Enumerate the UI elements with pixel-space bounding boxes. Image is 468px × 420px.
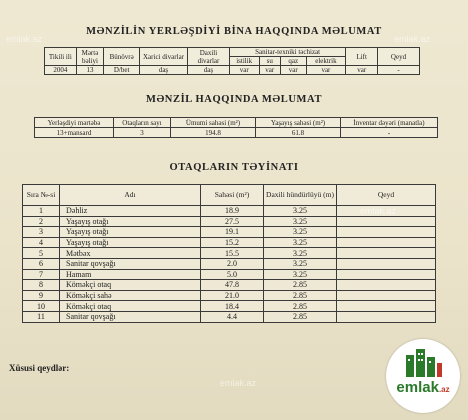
cell-room-height: 3.25 (264, 216, 337, 227)
cell-room-area: 27.5 (201, 216, 264, 227)
cell-room-num: 2 (23, 216, 60, 227)
cell-room-name: Köməkçi sahə (60, 290, 201, 301)
cell-room-note (337, 301, 436, 312)
buildings-icon (386, 339, 460, 413)
table-row (23, 269, 436, 280)
th-water: su (259, 57, 280, 66)
th-apt-inventory: İnventar dəyəri (manatla) (341, 118, 438, 128)
cell-room-name: Sanitar qovşağı (60, 311, 201, 322)
table-row (23, 290, 436, 301)
cell-water: var (259, 66, 280, 75)
cell-room-num: 8 (23, 280, 60, 291)
th-room-note: Qeyd (337, 185, 436, 206)
cell-room-height: 2.85 (264, 280, 337, 291)
th-outer-walls: Xarici divarlar (140, 48, 188, 66)
table-row (23, 216, 436, 227)
special-notes-label: Xüsusi qeydlər: (9, 363, 70, 373)
cell-apt-floor: 13+mansard (35, 128, 114, 138)
th-sanitary: Sanitar-texniki təchizat (229, 48, 345, 57)
cell-room-num: 3 (23, 227, 60, 238)
rooms-title: OTAQLARIN TƏYİNATI (169, 162, 299, 173)
cell-room-name: Köməkçi otaq (60, 280, 201, 291)
cell-room-area: 18.9 (201, 206, 264, 217)
cell-room-note (337, 269, 436, 280)
cell-room-area: 19.1 (201, 227, 264, 238)
th-foundation: Bünövrə (104, 48, 140, 66)
cell-lift: var (346, 66, 378, 75)
cell-room-height: 3.25 (264, 269, 337, 280)
th-lift: Lift (346, 48, 378, 66)
cell-room-area: 5.0 (201, 269, 264, 280)
cell-apt-inventory: - (341, 128, 438, 138)
th-gas: qaz (280, 57, 306, 66)
cell-room-height: 3.25 (264, 258, 337, 269)
watermark-text: emlak.az (220, 378, 257, 388)
cell-room-num: 11 (23, 311, 60, 322)
rooms-table (22, 184, 436, 323)
cell-room-area: 4.4 (201, 311, 264, 322)
th-floors: Mərtə bəliyi (76, 48, 104, 66)
th-room-name: Adı (60, 185, 201, 206)
th-heating: istilik (229, 57, 259, 66)
cell-room-note (337, 258, 436, 269)
cell-room-name: Hamam (60, 269, 201, 280)
cell-apt-total-area: 194.8 (171, 128, 256, 138)
table-row (23, 248, 436, 259)
th-note: Qeyd (378, 48, 420, 66)
cell-room-name: Mətbəx (60, 248, 201, 259)
cell-electric: var (306, 66, 346, 75)
cell-room-height: 3.25 (264, 237, 337, 248)
cell-room-num: 5 (23, 248, 60, 259)
cell-room-note (337, 216, 436, 227)
cell-room-note (337, 311, 436, 322)
apartment-info-title: MƏNZİL HAQQINDA MƏLUMAT (145, 94, 323, 105)
th-room-area: Sahəsi (m²) (201, 185, 264, 206)
building-info-title: MƏNZİLİN YERLƏŞDİYİ BİNA HAQQINDA MƏLUMAT (86, 26, 382, 37)
cell-room-name: Yaşayış otağı (60, 216, 201, 227)
cell-room-name: Köməkçi otaq (60, 301, 201, 312)
cell-gas: var (280, 66, 306, 75)
cell-room-height: 2.85 (264, 290, 337, 301)
cell-room-num: 1 (23, 206, 60, 217)
cell-room-note (337, 237, 436, 248)
cell-room-num: 4 (23, 237, 60, 248)
table-row (23, 311, 436, 322)
cell-inner-walls: daş (188, 66, 230, 75)
cell-room-num: 10 (23, 301, 60, 312)
cell-floors: 13 (76, 66, 104, 75)
th-apt-total-area: Ümumi sahəsi (m²) (171, 118, 256, 128)
th-apt-living-area: Yaşayış sahəsi (m²) (256, 118, 341, 128)
watermark-text: emlak.az (6, 34, 43, 44)
cell-room-name: Yaşayış otağı (60, 227, 201, 238)
cell-room-name: Sanitar qovşağı (60, 258, 201, 269)
rooms-table-body (23, 206, 436, 323)
watermark-text: emlak.az (360, 206, 397, 216)
cell-room-area: 47.8 (201, 280, 264, 291)
cell-room-note (337, 227, 436, 238)
table-row (23, 237, 436, 248)
th-tikili-year: Tikili ili (45, 48, 77, 66)
table-row (23, 227, 436, 238)
logo-text: emlak.az (396, 379, 450, 396)
emlak-logo (386, 339, 460, 413)
cell-heating: var (229, 66, 259, 75)
th-room-height: Daxili hündürlüyü (m) (264, 185, 337, 206)
cell-room-height: 3.25 (264, 206, 337, 217)
cell-room-note (337, 280, 436, 291)
cell-room-num: 6 (23, 258, 60, 269)
cell-room-area: 2.0 (201, 258, 264, 269)
cell-outer-walls: daş (140, 66, 188, 75)
th-inner-walls: Daxili divarlar (188, 48, 230, 66)
cell-note: - (378, 66, 420, 75)
cell-room-height: 3.25 (264, 248, 337, 259)
cell-room-area: 21.0 (201, 290, 264, 301)
cell-room-height: 2.85 (264, 301, 337, 312)
cell-room-num: 9 (23, 290, 60, 301)
th-apt-rooms: Otaqların sayı (114, 118, 171, 128)
table-row (23, 258, 436, 269)
cell-room-num: 7 (23, 269, 60, 280)
table-row (23, 280, 436, 291)
cell-room-area: 18.4 (201, 301, 264, 312)
building-info-table (44, 47, 420, 75)
cell-tikili-year: 2004 (45, 66, 77, 75)
table-row (23, 301, 436, 312)
th-apt-floor: Yerləşdiyi mərtəbə (35, 118, 114, 128)
cell-foundation: D/bet (104, 66, 140, 75)
cell-room-note (337, 248, 436, 259)
cell-room-name: Dəhliz (60, 206, 201, 217)
th-room-num: Sıra №-si (23, 185, 60, 206)
cell-room-height: 3.25 (264, 227, 337, 238)
cell-room-area: 15.5 (201, 248, 264, 259)
cell-room-note (337, 290, 436, 301)
cell-room-height: 2.85 (264, 311, 337, 322)
cell-room-name: Yaşayış otağı (60, 237, 201, 248)
cell-apt-rooms: 3 (114, 128, 171, 138)
apartment-info-table (34, 117, 438, 138)
watermark-text: emlak.az (394, 34, 431, 44)
th-electric: elektrik (306, 57, 346, 66)
cell-room-area: 15.2 (201, 237, 264, 248)
cell-apt-living-area: 61.8 (256, 128, 341, 138)
